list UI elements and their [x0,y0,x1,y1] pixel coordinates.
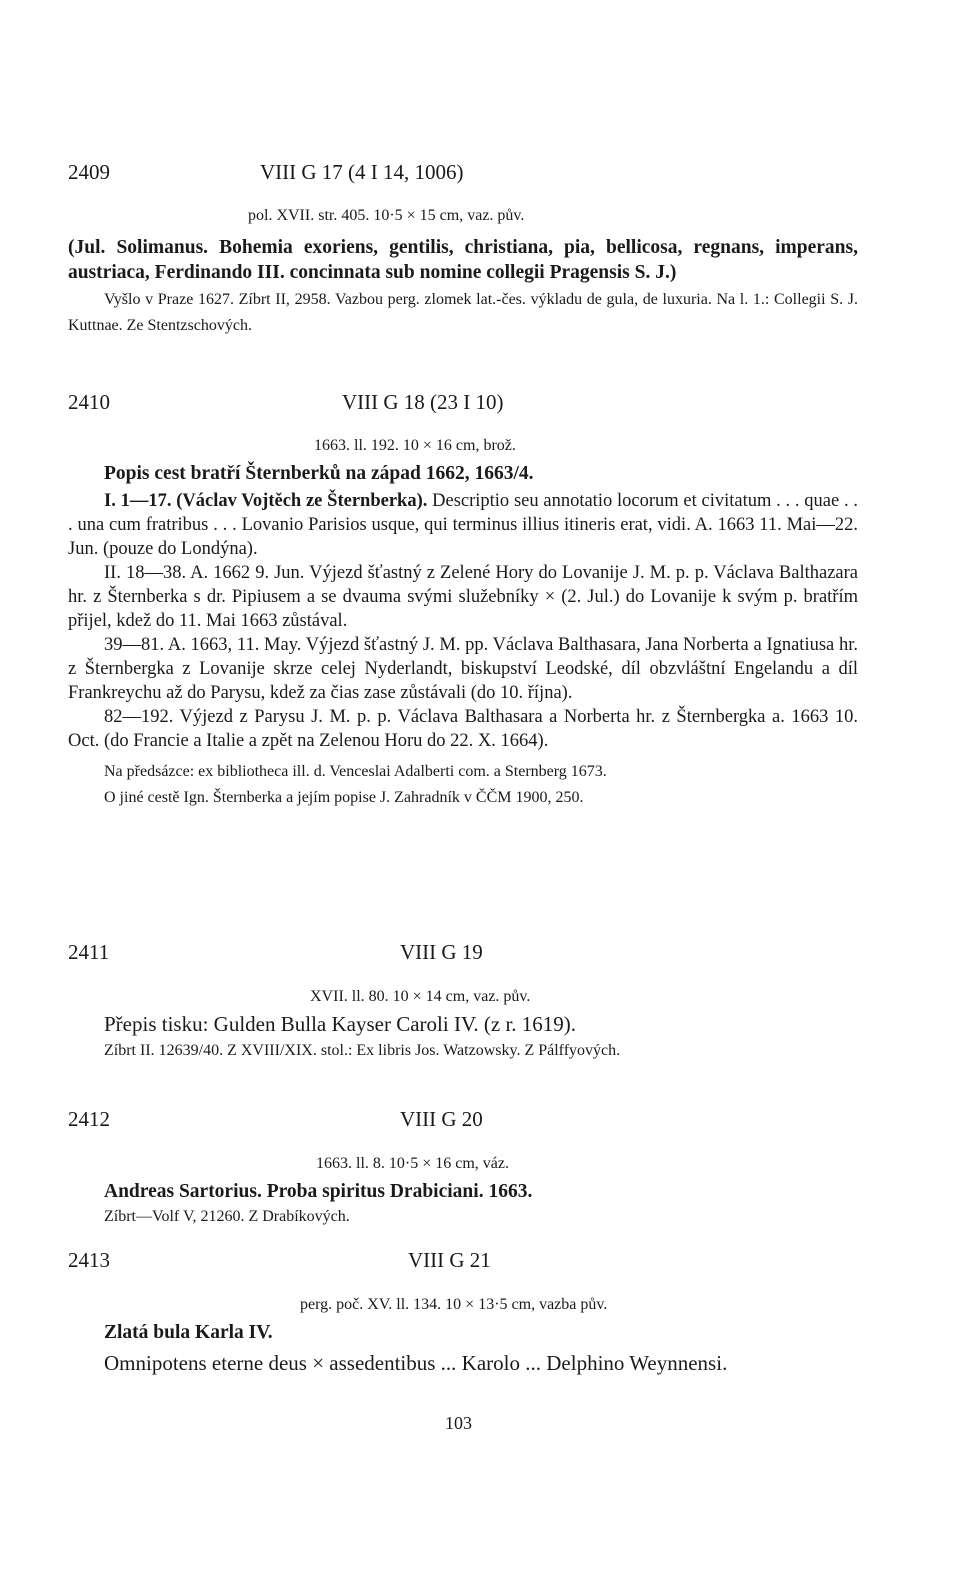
shelfmark: VIII G 20 [400,1107,483,1131]
entry-number: 2412 [68,1107,110,1131]
reference-note: O jiné cestě Ign. Šternberka a jejím popise J. Zahradník v ČČM 1900, 250. [104,789,584,806]
section-1 [68,489,858,561]
entry-notes: Zíbrt—Volf V, 21260. Z Drabíkových. [104,1208,350,1225]
entry-2411 [68,940,858,1064]
shelfmark: VIII G 21 [408,1248,491,1272]
entry-number: 2410 [68,390,110,414]
physical-description: 1663. ll. 192. 10 × 16 cm, brož. [314,437,516,454]
entry-incipit: Omnipotens eterne deus × assedentibus ... Karolo ... Delphino Weynnensi. [104,1351,728,1375]
entry-title: (Jul. Solimanus. Bohemia exoriens, gentilis, christiana, pia, bellicosa, regnans, imperans, austriaca, Ferdinando III. concinnata sub nomine collegii Pragensis S. J.) [68,237,858,283]
entry-title: Andreas Sartorius. Proba spiritus Drabiciani. 1663. [104,1181,533,1202]
section-2: II. 18—38. A. 1662 9. Jun. Výjezd šťastný z Zelené Hory do Lovanije J. M. p. p. Václava Balthazara hr. z Šternberka s dr. Pipiusem a se dvauma svými služebníky × (2. Jul.) do Lovanije k svým p. bratřím přijel, kdež do 11. Mai 1663 zůstával. [68,563,858,631]
entry-header [68,1107,858,1143]
entry-number: 2409 [68,160,110,184]
entry-notes: Vyšlo v Praze 1627. Zíbrt II, 2958. Vazbou perg. zlomek lat.-čes. výkladu de gula, de luxuria. Na l. 1.: Collegii S. J. Kuttnae. Ze Stentzschových. [68,291,858,334]
provenance-note: Na předsázce: ex bibliotheca ill. d. Venceslai Adalberti com. a Sternberg 1673. [104,763,607,780]
section-4: 82—192. Výjezd z Parysu J. M. p. p. Václava Balthasara a Norberta hr. z Šternbergka a. 1663 10. Oct. (do Francie a Italie a zpět na Zelenou Horu do 22. X. 1664). [68,707,858,751]
entry-notes: Zíbrt II. 12639/40. Z XVIII/XIX. stol.: Ex libris Jos. Watzowsky. Z Pálffyových. [104,1042,621,1059]
shelfmark: VIII G 17 (4 I 14, 1006) [260,160,464,184]
shelfmark: VIII G 18 (23 I 10) [342,390,504,414]
entry-number: 2413 [68,1248,110,1272]
physical-description: perg. poč. XV. ll. 134. 10 × 13·5 cm, vazba pův. [300,1296,608,1313]
entry-title: Popis cest bratří Šternberků na západ 1662, 1663/4. [104,463,534,484]
page-number: 103 [445,1413,472,1433]
physical-description: pol. XVII. str. 405. 10·5 × 15 cm, vaz. pův. [248,207,525,224]
entry-header [68,940,858,976]
entry-header [68,390,858,426]
entry-number: 2411 [68,940,110,964]
entry-title: Přepis tisku: Gulden Bulla Kayser Caroli IV. (z r. 1619). [104,1012,577,1036]
physical-description: XVII. ll. 80. 10 × 14 cm, vaz. pův. [310,988,531,1005]
section-1-heading: I. 1—17. (Václav Vojtěch ze Šternberka). [104,491,428,511]
shelfmark: VIII G 19 [400,940,483,964]
entry-2413 [68,1248,858,1377]
entry-2412 [68,1107,858,1230]
entry-2409 [68,160,858,339]
entry-header [68,1248,858,1284]
entry-header [68,160,858,196]
section-3: 39—81. A. 1663, 11. May. Výjezd šťastný J. M. pp. Václava Balthasara, Jana Norberta a Ignatiusa hr. z Šternbergka z Lovanije skrze celej Nyderlandt, biskupství Leodské, díl obzvláštní Engelandu a díl Frankreychu až do Parysu, kdež za čias zase zůstávali (do 10. října). [68,635,858,703]
entry-title: Zlatá bula Karla IV. [104,1322,273,1343]
physical-description: 1663. ll. 8. 10·5 × 16 cm, váz. [316,1155,509,1172]
section-1-text: Descriptio seu annotatio locorum et civitatum . . . quae . . . una cum fratribus . . . Lovanio Parisios usque, qui terminus illius itineris erat, vidi. A. 1663 11. Mai—22. Jun. (pouze do Londýna). [68,491,858,559]
entry-2410 [68,390,858,811]
